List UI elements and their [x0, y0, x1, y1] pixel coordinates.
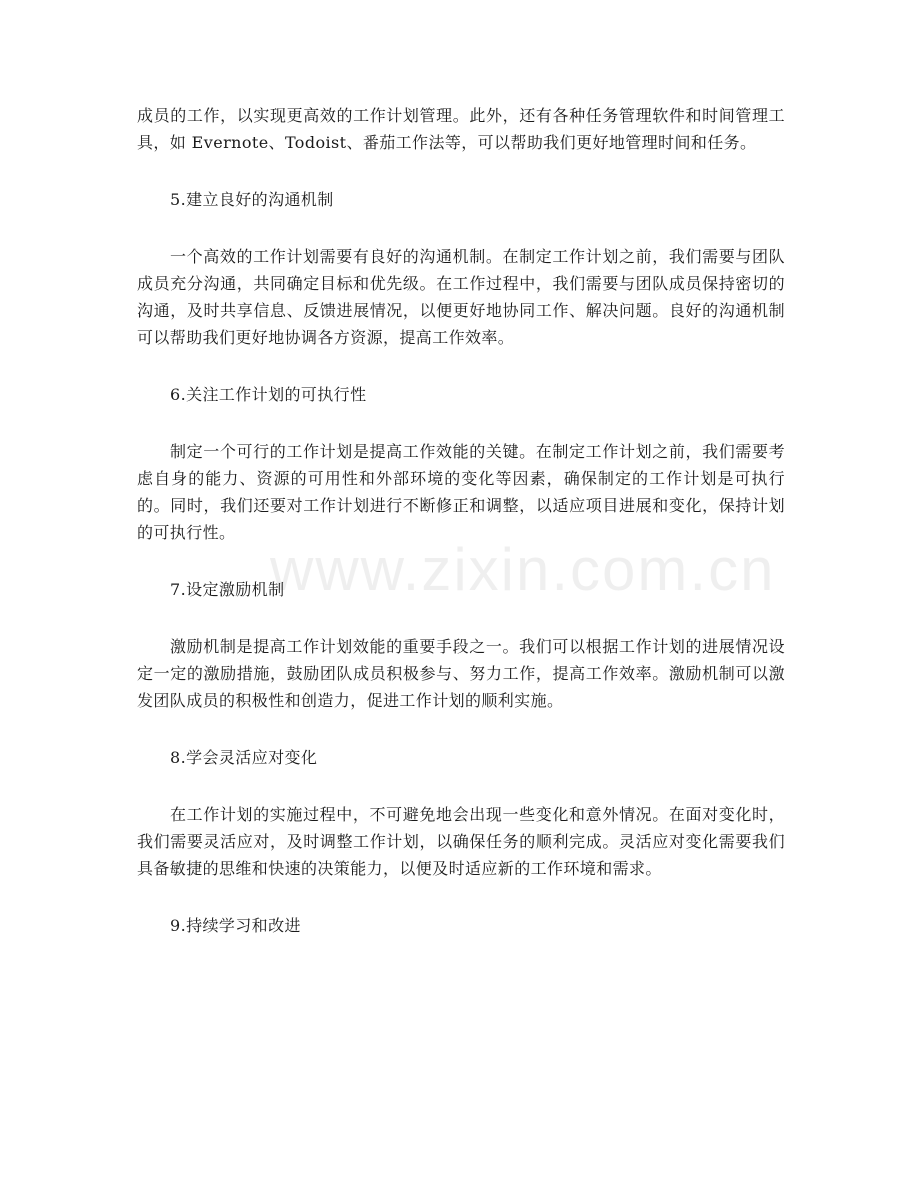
section-heading-8: 8.学会灵活应对变化 [170, 748, 318, 767]
section-body-6: 制定一个可行的工作计划是提高工作效能的关键。在制定工作计划之前，我们需要考虑自身的能力、资源的可用性和外部环境的变化等因素，确保制定的工作计划是可执行的。同时，我们还要对工作计划进行不断修正和调整，以适应项目进展和变化，保持计划的可执行性。 [137, 442, 785, 542]
section-body-5: 一个高效的工作计划需要有良好的沟通机制。在制定工作计划之前，我们需要与团队成员充分沟通，共同确定目标和优先级。在工作过程中，我们需要与团队成员保持密切的沟通，及时共享信息、反馈进展情况，以便更好地协同工作、解决问题。良好的沟通机制可以帮助我们更好地协调各方资源，提高工作效率。 [137, 247, 785, 347]
section-body-8: 在工作计划的实施过程中，不可避免地会出现一些变化和意外情况。在面对变化时，我们需要灵活应对，及时调整工作计划，以确保任务的顺利完成。灵活应对变化需要我们具备敏捷的思维和快速的决策能力，以便及时适应新的工作环境和需求。 [137, 805, 785, 878]
document-content [137, 102, 785, 939]
section-heading-9: 9.持续学习和改进 [170, 916, 301, 935]
section-body-7: 激励机制是提高工作计划效能的重要手段之一。我们可以根据工作计划的进展情况设定一定的激励措施，鼓励团队成员积极参与、努力工作，提高工作效率。激励机制可以激发团队成员的积极性和创造力，促进工作计划的顺利实施。 [137, 637, 785, 710]
watermark-text: www.zixin.com.cn [270, 536, 776, 603]
intro-paragraph: 成员的工作，以实现更高效的工作计划管理。此外，还有各种任务管理软件和时间管理工具，如 Evernote、Todoist、番茄工作法等，可以帮助我们更好地管理时间和任务。 [137, 106, 785, 152]
section-heading-7: 7.设定激励机制 [170, 580, 285, 599]
section-heading-5: 5.建立良好的沟通机制 [170, 190, 334, 209]
section-heading-6: 6.关注工作计划的可执行性 [170, 385, 367, 404]
